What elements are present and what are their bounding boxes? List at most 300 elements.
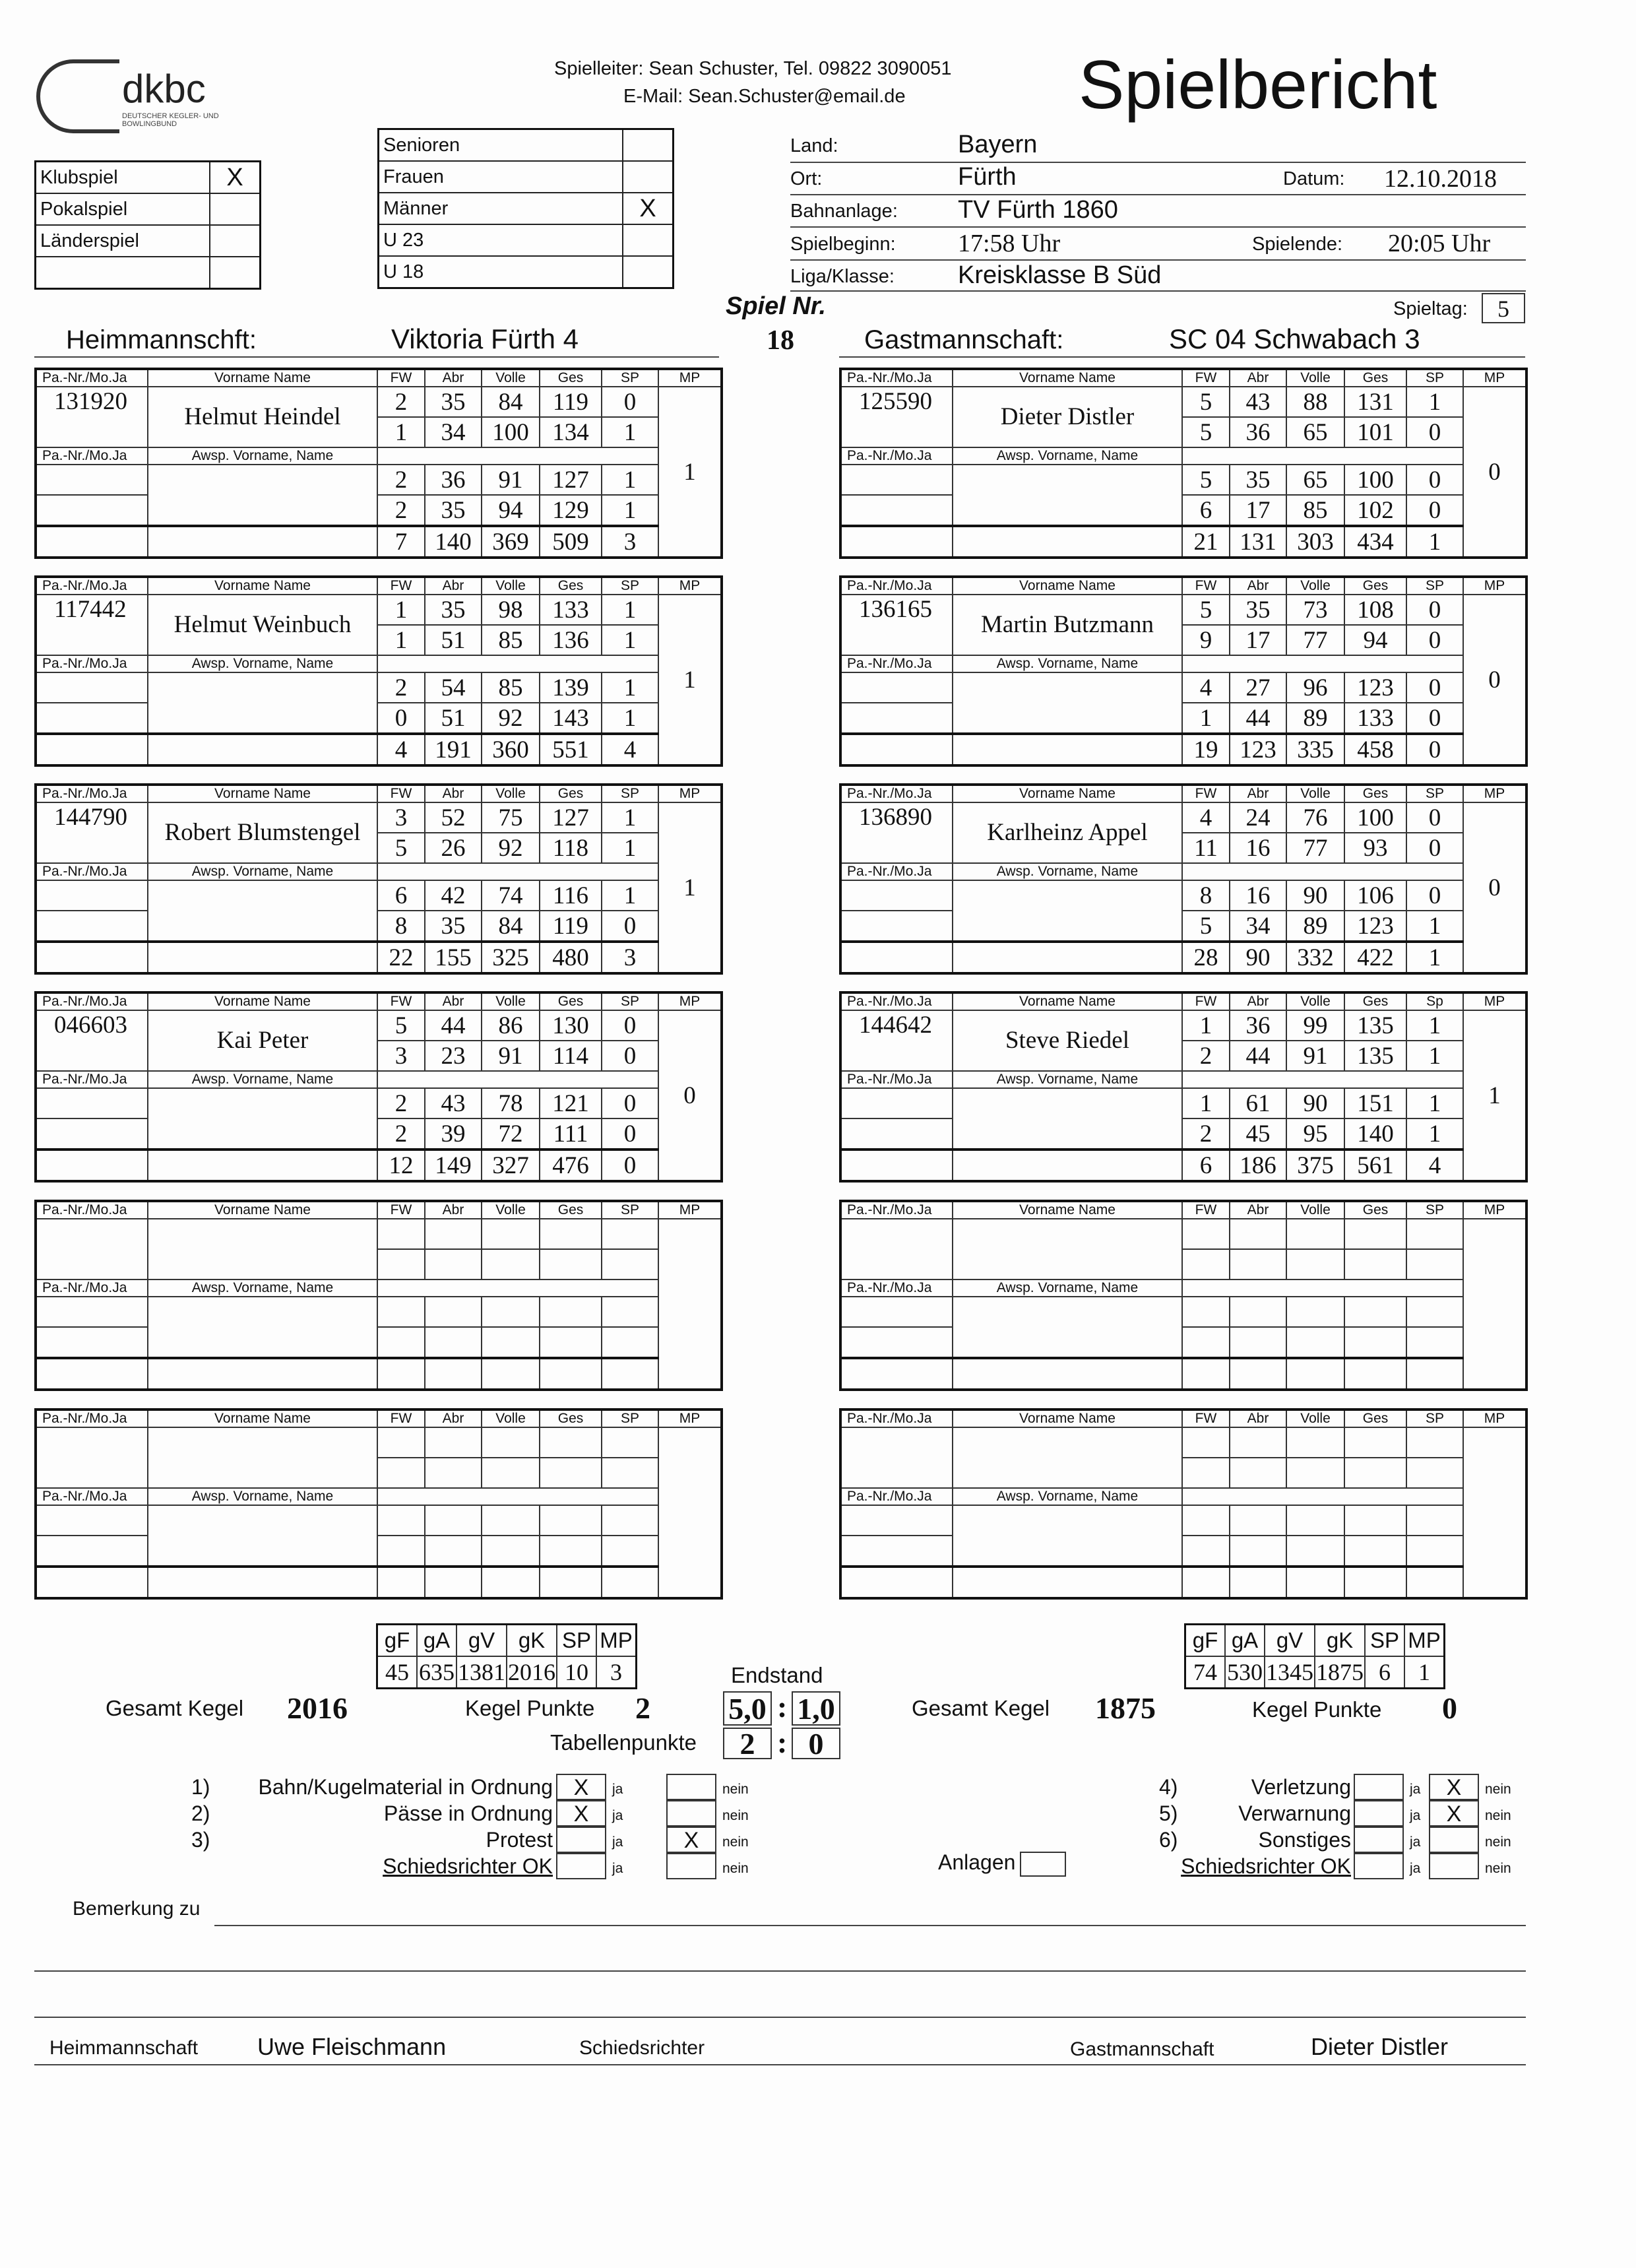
sum-cell: 509 bbox=[540, 526, 602, 558]
player-name: Kai Peter bbox=[148, 1010, 377, 1071]
ges-header: Ges bbox=[540, 785, 602, 802]
spielleiter-line: Spielleiter: Sean Schuster, Tel. 09822 3090051 bbox=[554, 58, 952, 79]
score-cell bbox=[377, 1249, 425, 1280]
score-cell: 24 bbox=[1230, 802, 1286, 833]
pnr-header: Pa.-Nr./Mo.Ja bbox=[840, 577, 953, 595]
total-value: 1381 bbox=[456, 1656, 507, 1689]
score-cell: 27 bbox=[1230, 672, 1286, 703]
score-cell: 135 bbox=[1344, 1041, 1406, 1071]
score-cell: 5 bbox=[1182, 417, 1230, 447]
liga-value: Kreisklasse B Süd bbox=[958, 261, 1162, 289]
score-cell bbox=[425, 1505, 482, 1536]
score-cell: 35 bbox=[425, 387, 482, 417]
score-cell bbox=[540, 1219, 602, 1249]
score-cell bbox=[1344, 1458, 1406, 1488]
spieltyp-mark[interactable] bbox=[210, 193, 261, 225]
bemerkung-label: Bemerkung zu bbox=[73, 1898, 201, 1920]
klasse-label: Männer bbox=[379, 193, 623, 224]
nein-label: nein bbox=[722, 1834, 749, 1850]
pnr-header: Pa.-Nr./Mo.Ja bbox=[840, 992, 953, 1010]
sum-cell: 191 bbox=[425, 734, 482, 765]
guest-team-name: SC 04 Schwabach 3 bbox=[1169, 323, 1420, 354]
score-cell bbox=[540, 1327, 602, 1358]
ges-header: Ges bbox=[540, 992, 602, 1010]
check-ja-box[interactable] bbox=[1354, 1800, 1404, 1827]
score-cell: 0 bbox=[1406, 495, 1463, 526]
check-num: 6) bbox=[1159, 1828, 1178, 1852]
check-ja-box[interactable] bbox=[556, 1827, 606, 1853]
score-cell: 102 bbox=[1344, 495, 1406, 526]
sum-cell: 458 bbox=[1344, 734, 1406, 765]
abr-header: Abr bbox=[1230, 1201, 1286, 1219]
score-cell: 61 bbox=[1230, 1088, 1286, 1118]
pnr-header: Pa.-Nr./Mo.Ja bbox=[36, 1201, 148, 1219]
total-value: 1875 bbox=[1315, 1656, 1365, 1689]
score-cell: 35 bbox=[425, 595, 482, 625]
ende-value: 20:05 Uhr bbox=[1388, 230, 1491, 257]
score-cell: 8 bbox=[1182, 880, 1230, 911]
score-cell: 0 bbox=[1406, 625, 1463, 655]
sum-cell: 335 bbox=[1286, 734, 1344, 765]
klasse-mark[interactable]: X bbox=[623, 193, 674, 224]
score-cell bbox=[482, 1327, 540, 1358]
score-cell: 151 bbox=[1344, 1088, 1406, 1118]
score-cell: 65 bbox=[1286, 417, 1344, 447]
ort-label: Ort: bbox=[790, 168, 823, 189]
check-nein-box[interactable] bbox=[666, 1774, 716, 1800]
score-cell bbox=[540, 1297, 602, 1327]
ges-header: Ges bbox=[540, 577, 602, 595]
sum-cell: 480 bbox=[540, 942, 602, 973]
home-team-name: Viktoria Fürth 4 bbox=[391, 323, 579, 354]
score-cell bbox=[425, 1297, 482, 1327]
ges-header: Ges bbox=[1344, 1201, 1406, 1219]
score-cell: 135 bbox=[1344, 1010, 1406, 1041]
mp-header: MP bbox=[658, 992, 722, 1010]
score-cell: 77 bbox=[1286, 625, 1344, 655]
mp-header: MP bbox=[1463, 785, 1526, 802]
volle-header: Volle bbox=[1286, 577, 1344, 595]
check-nein-box[interactable] bbox=[666, 1853, 716, 1879]
home-totals-table bbox=[376, 1623, 637, 1689]
player-name: Karlheinz Appel bbox=[953, 802, 1182, 863]
player-mp: 0 bbox=[1463, 802, 1526, 973]
spieltag-label: Spieltag: bbox=[1393, 298, 1468, 319]
score-cell: 73 bbox=[1286, 595, 1344, 625]
score-cell bbox=[377, 1536, 425, 1567]
score-cell: 43 bbox=[1230, 387, 1286, 417]
score-cell: 118 bbox=[540, 833, 602, 863]
player-table bbox=[34, 368, 723, 559]
player-mp bbox=[658, 1427, 722, 1598]
sum-cell: 131 bbox=[1230, 526, 1286, 558]
klasse-label: Senioren bbox=[379, 129, 623, 162]
datum-value: 12.10.2018 bbox=[1384, 165, 1497, 193]
name-header: Vorname Name bbox=[953, 785, 1182, 802]
sig-gast-name: Dieter Distler bbox=[1311, 2033, 1449, 2060]
check-nein-box[interactable] bbox=[1429, 1827, 1479, 1853]
anlagen-box[interactable] bbox=[1020, 1852, 1066, 1877]
awsp-header: Awsp. Vorname, Name bbox=[148, 1280, 377, 1297]
name-header: Vorname Name bbox=[953, 992, 1182, 1010]
nein-label: nein bbox=[1485, 1808, 1511, 1823]
total-header: MP bbox=[596, 1625, 637, 1657]
sum-cell bbox=[1344, 1358, 1406, 1390]
score-cell: 54 bbox=[425, 672, 482, 703]
sum-cell: 22 bbox=[377, 942, 425, 973]
spieltyp-mark[interactable] bbox=[210, 257, 261, 289]
sp-header: SP bbox=[1406, 577, 1463, 595]
pnr-header: Pa.-Nr./Mo.Ja bbox=[36, 1488, 148, 1505]
pnr-header: Pa.-Nr./Mo.Ja bbox=[36, 1409, 148, 1427]
sum-cell: 476 bbox=[540, 1150, 602, 1181]
ja-label: ja bbox=[612, 1834, 623, 1850]
bahn-label: Bahnanlage: bbox=[790, 201, 898, 222]
player-table bbox=[839, 575, 1528, 767]
score-cell bbox=[1286, 1536, 1344, 1567]
sig-schiri-label: Schiedsrichter bbox=[579, 2037, 705, 2059]
sum-cell: 0 bbox=[602, 1150, 658, 1181]
check-ja-box[interactable]: X bbox=[556, 1800, 606, 1827]
home-punkte-value: 2 bbox=[635, 1691, 650, 1725]
bahn-value: TV Fürth 1860 bbox=[958, 196, 1118, 224]
score-cell: 1 bbox=[602, 880, 658, 911]
sp-header: SP bbox=[1406, 785, 1463, 802]
score-cell: 139 bbox=[540, 672, 602, 703]
fw-header: FW bbox=[377, 785, 425, 802]
total-header: gA bbox=[417, 1625, 456, 1657]
score-cell bbox=[1286, 1297, 1344, 1327]
player-name bbox=[148, 1219, 377, 1280]
score-cell bbox=[602, 1297, 658, 1327]
score-cell: 0 bbox=[1406, 833, 1463, 863]
score-cell: 26 bbox=[425, 833, 482, 863]
score-cell bbox=[1286, 1427, 1344, 1458]
pnr-header: Pa.-Nr./Mo.Ja bbox=[840, 369, 953, 387]
score-cell bbox=[1230, 1458, 1286, 1488]
score-cell: 1 bbox=[602, 802, 658, 833]
mp-header: MP bbox=[658, 577, 722, 595]
awsp-header: Awsp. Vorname, Name bbox=[148, 1488, 377, 1505]
score-cell: 114 bbox=[540, 1041, 602, 1071]
player-table bbox=[839, 991, 1528, 1183]
score-cell: 143 bbox=[540, 703, 602, 734]
score-cell: 92 bbox=[482, 833, 540, 863]
check-nein-box[interactable] bbox=[666, 1800, 716, 1827]
score-cell: 1 bbox=[1406, 1010, 1463, 1041]
spieltyp-mark[interactable] bbox=[210, 225, 261, 257]
score-cell: 133 bbox=[540, 595, 602, 625]
score-cell: 1 bbox=[1406, 1088, 1463, 1118]
klasse-mark[interactable] bbox=[623, 161, 674, 193]
sp-header: SP bbox=[602, 1201, 658, 1219]
sum-cell: 3 bbox=[602, 942, 658, 973]
klasse-label: U 23 bbox=[379, 224, 623, 256]
score-cell bbox=[1230, 1536, 1286, 1567]
datum-label: Datum: bbox=[1283, 168, 1345, 189]
score-cell bbox=[377, 1427, 425, 1458]
score-cell: 0 bbox=[1406, 417, 1463, 447]
score-cell: 35 bbox=[1230, 595, 1286, 625]
check-ja-box[interactable] bbox=[1354, 1774, 1404, 1800]
score-cell: 2 bbox=[377, 495, 425, 526]
total-value: 1 bbox=[1404, 1656, 1445, 1689]
player-table bbox=[839, 1200, 1528, 1391]
spielnr-value: 18 bbox=[767, 325, 794, 356]
abr-header: Abr bbox=[425, 785, 482, 802]
abr-header: Abr bbox=[425, 1201, 482, 1219]
ges-header: Ges bbox=[540, 369, 602, 387]
score-cell: 0 bbox=[1406, 672, 1463, 703]
check-nein-box[interactable] bbox=[1429, 1853, 1479, 1879]
check-label: Pässe in Ordnung bbox=[383, 1801, 553, 1825]
awsp-header: Awsp. Vorname, Name bbox=[953, 655, 1182, 672]
score-cell bbox=[540, 1536, 602, 1567]
anlagen-label: Anlagen bbox=[938, 1850, 1016, 1874]
score-cell: 36 bbox=[425, 465, 482, 495]
sum-cell bbox=[602, 1567, 658, 1598]
guest-team-label: Gastmannschaft: bbox=[864, 325, 1064, 354]
abr-header: Abr bbox=[1230, 992, 1286, 1010]
score-cell: 1 bbox=[1182, 703, 1230, 734]
score-cell: 1 bbox=[602, 833, 658, 863]
spielnr-label: Spiel Nr. bbox=[726, 292, 827, 320]
player-pnr: 117442 bbox=[36, 595, 148, 655]
check-num: 1) bbox=[191, 1775, 210, 1799]
check-ja-box[interactable] bbox=[1354, 1853, 1404, 1879]
score-cell bbox=[482, 1219, 540, 1249]
score-cell: 2 bbox=[377, 672, 425, 703]
pnr-header: Pa.-Nr./Mo.Ja bbox=[840, 1201, 953, 1219]
score-cell: 5 bbox=[377, 1010, 425, 1041]
score-cell: 2 bbox=[377, 1088, 425, 1118]
score-cell bbox=[602, 1536, 658, 1567]
sum-cell: 19 bbox=[1182, 734, 1230, 765]
sig-heim-label: Heimmannschaft bbox=[49, 2037, 199, 2059]
score-cell: 1 bbox=[602, 703, 658, 734]
score-cell: 100 bbox=[1344, 465, 1406, 495]
score-cell: 1 bbox=[602, 495, 658, 526]
score-cell: 123 bbox=[1344, 911, 1406, 942]
total-header: gF bbox=[1185, 1625, 1226, 1657]
beginn-value: 17:58 Uhr bbox=[958, 230, 1061, 257]
name-header: Vorname Name bbox=[148, 577, 377, 595]
player-name: Robert Blumstengel bbox=[148, 802, 377, 863]
score-cell: 85 bbox=[482, 625, 540, 655]
check-nein-box[interactable]: X bbox=[1429, 1774, 1479, 1800]
score-cell: 0 bbox=[1406, 880, 1463, 911]
sum-cell: 149 bbox=[425, 1150, 482, 1181]
score-cell: 5 bbox=[1182, 911, 1230, 942]
score-cell: 89 bbox=[1286, 703, 1344, 734]
score-cell: 1 bbox=[1406, 911, 1463, 942]
sum-cell: 4 bbox=[1406, 1150, 1463, 1181]
score-cell bbox=[425, 1536, 482, 1567]
check-num: 3) bbox=[191, 1828, 210, 1852]
score-cell bbox=[425, 1458, 482, 1488]
score-cell: 77 bbox=[1286, 833, 1344, 863]
player-name bbox=[953, 1427, 1182, 1488]
player-pnr bbox=[840, 1427, 953, 1488]
score-cell bbox=[1286, 1505, 1344, 1536]
guest-punkte-label: Kegel Punkte bbox=[1252, 1697, 1382, 1722]
name-header: Vorname Name bbox=[953, 577, 1182, 595]
score-cell bbox=[602, 1219, 658, 1249]
sum-cell: 140 bbox=[425, 526, 482, 558]
sum-cell: 325 bbox=[482, 942, 540, 973]
score-cell: 35 bbox=[1230, 465, 1286, 495]
volle-header: Volle bbox=[482, 1201, 540, 1219]
total-value: 530 bbox=[1225, 1656, 1265, 1689]
player-mp: 1 bbox=[658, 802, 722, 973]
pnr-header: Pa.-Nr./Mo.Ja bbox=[36, 577, 148, 595]
score-cell: 11 bbox=[1182, 833, 1230, 863]
score-cell: 86 bbox=[482, 1010, 540, 1041]
nein-label: nein bbox=[722, 1808, 749, 1823]
total-value: 3 bbox=[596, 1656, 637, 1689]
total-value: 1345 bbox=[1265, 1656, 1315, 1689]
klasse-mark[interactable] bbox=[623, 129, 674, 162]
fw-header: FW bbox=[377, 369, 425, 387]
abr-header: Abr bbox=[1230, 785, 1286, 802]
score-cell bbox=[1344, 1249, 1406, 1280]
score-cell: 136 bbox=[540, 625, 602, 655]
score-cell: 1 bbox=[602, 595, 658, 625]
score-cell: 44 bbox=[1230, 703, 1286, 734]
klasse-mark[interactable] bbox=[623, 256, 674, 288]
total-header: gA bbox=[1225, 1625, 1265, 1657]
sum-cell: 21 bbox=[1182, 526, 1230, 558]
score-cell: 0 bbox=[1406, 465, 1463, 495]
sum-cell bbox=[1230, 1567, 1286, 1598]
score-cell bbox=[482, 1297, 540, 1327]
score-cell bbox=[1182, 1297, 1230, 1327]
score-cell: 0 bbox=[1406, 595, 1463, 625]
volle-header: Volle bbox=[1286, 785, 1344, 802]
total-header: gV bbox=[1265, 1625, 1315, 1657]
awsp-header: Awsp. Vorname, Name bbox=[953, 1071, 1182, 1088]
score-cell: 2 bbox=[1182, 1041, 1230, 1071]
score-cell: 1 bbox=[1406, 1118, 1463, 1150]
player-table bbox=[34, 1200, 723, 1391]
check-ja-box[interactable]: X bbox=[556, 1774, 606, 1800]
score-cell: 90 bbox=[1286, 880, 1344, 911]
pnr-header: Pa.-Nr./Mo.Ja bbox=[840, 447, 953, 465]
pnr-header: Pa.-Nr./Mo.Ja bbox=[840, 1488, 953, 1505]
sum-cell bbox=[377, 1358, 425, 1390]
score-cell bbox=[1406, 1219, 1463, 1249]
score-cell bbox=[377, 1458, 425, 1488]
score-cell: 100 bbox=[482, 417, 540, 447]
sp-header: SP bbox=[602, 785, 658, 802]
nein-label: nein bbox=[1485, 1834, 1511, 1850]
score-cell: 4 bbox=[1182, 672, 1230, 703]
score-cell: 39 bbox=[425, 1118, 482, 1150]
volle-header: Volle bbox=[1286, 369, 1344, 387]
sig-heim-name: Uwe Fleischmann bbox=[257, 2033, 447, 2060]
score-cell: 0 bbox=[377, 703, 425, 734]
score-cell: 93 bbox=[1344, 833, 1406, 863]
guest-punkte-value: 0 bbox=[1442, 1691, 1457, 1725]
score-cell: 0 bbox=[1406, 703, 1463, 734]
spieltyp-mark[interactable]: X bbox=[210, 162, 261, 194]
fw-header: FW bbox=[1182, 1409, 1230, 1427]
score-cell: 1 bbox=[377, 595, 425, 625]
name-header: Vorname Name bbox=[953, 369, 1182, 387]
score-cell bbox=[1406, 1536, 1463, 1567]
total-value: 2016 bbox=[507, 1656, 557, 1689]
sum-cell: 422 bbox=[1344, 942, 1406, 973]
sum-cell: 561 bbox=[1344, 1150, 1406, 1181]
score-cell: 127 bbox=[540, 465, 602, 495]
score-cell bbox=[377, 1327, 425, 1358]
name-header: Vorname Name bbox=[148, 1409, 377, 1427]
mp-header: MP bbox=[1463, 369, 1526, 387]
dkbc-logo bbox=[36, 59, 228, 132]
score-cell: 51 bbox=[425, 625, 482, 655]
score-cell: 6 bbox=[1182, 495, 1230, 526]
fw-header: FW bbox=[377, 992, 425, 1010]
score-cell bbox=[1344, 1297, 1406, 1327]
player-mp bbox=[658, 1219, 722, 1390]
score-cell: 111 bbox=[540, 1118, 602, 1150]
check-nein-box[interactable]: X bbox=[1429, 1800, 1479, 1827]
score-cell: 8 bbox=[377, 911, 425, 942]
score-cell: 96 bbox=[1286, 672, 1344, 703]
sum-cell bbox=[1182, 1358, 1230, 1390]
check-label: Protest bbox=[486, 1828, 553, 1852]
guest-gesamt-value: 1875 bbox=[1095, 1691, 1156, 1725]
sum-cell bbox=[425, 1358, 482, 1390]
check-ja-box[interactable] bbox=[1354, 1827, 1404, 1853]
score-cell bbox=[1182, 1219, 1230, 1249]
ges-header: Ges bbox=[540, 1409, 602, 1427]
score-cell: 94 bbox=[1344, 625, 1406, 655]
score-cell: 1 bbox=[1182, 1010, 1230, 1041]
check-nein-box[interactable]: X bbox=[666, 1827, 716, 1853]
score-cell bbox=[482, 1249, 540, 1280]
spieltyp-label: Klubspiel bbox=[36, 162, 210, 194]
fw-header: FW bbox=[377, 1201, 425, 1219]
player-table bbox=[839, 368, 1528, 559]
abr-header: Abr bbox=[1230, 369, 1286, 387]
score-cell: 34 bbox=[1230, 911, 1286, 942]
score-cell: 106 bbox=[1344, 880, 1406, 911]
score-cell bbox=[1182, 1327, 1230, 1358]
klasse-mark[interactable] bbox=[623, 224, 674, 256]
score-cell: 130 bbox=[540, 1010, 602, 1041]
score-cell: 78 bbox=[482, 1088, 540, 1118]
score-cell: 90 bbox=[1286, 1088, 1344, 1118]
check-ja-box[interactable] bbox=[556, 1853, 606, 1879]
score-cell bbox=[482, 1505, 540, 1536]
total-value: 10 bbox=[557, 1656, 596, 1689]
player-pnr: 125590 bbox=[840, 387, 953, 447]
email-line: E-Mail: Sean.Schuster@email.de bbox=[623, 86, 906, 107]
score-cell: 17 bbox=[1230, 625, 1286, 655]
home-gesamt-value: 2016 bbox=[287, 1691, 348, 1725]
score-cell bbox=[1230, 1249, 1286, 1280]
score-cell: 88 bbox=[1286, 387, 1344, 417]
name-header: Vorname Name bbox=[953, 1409, 1182, 1427]
page-title: Spielbericht bbox=[1079, 47, 1437, 123]
sum-cell: 375 bbox=[1286, 1150, 1344, 1181]
score-cell: 1 bbox=[1182, 1088, 1230, 1118]
sp-header: Sp bbox=[1406, 992, 1463, 1010]
score-cell: 74 bbox=[482, 880, 540, 911]
score-cell bbox=[425, 1249, 482, 1280]
sum-cell bbox=[602, 1358, 658, 1390]
